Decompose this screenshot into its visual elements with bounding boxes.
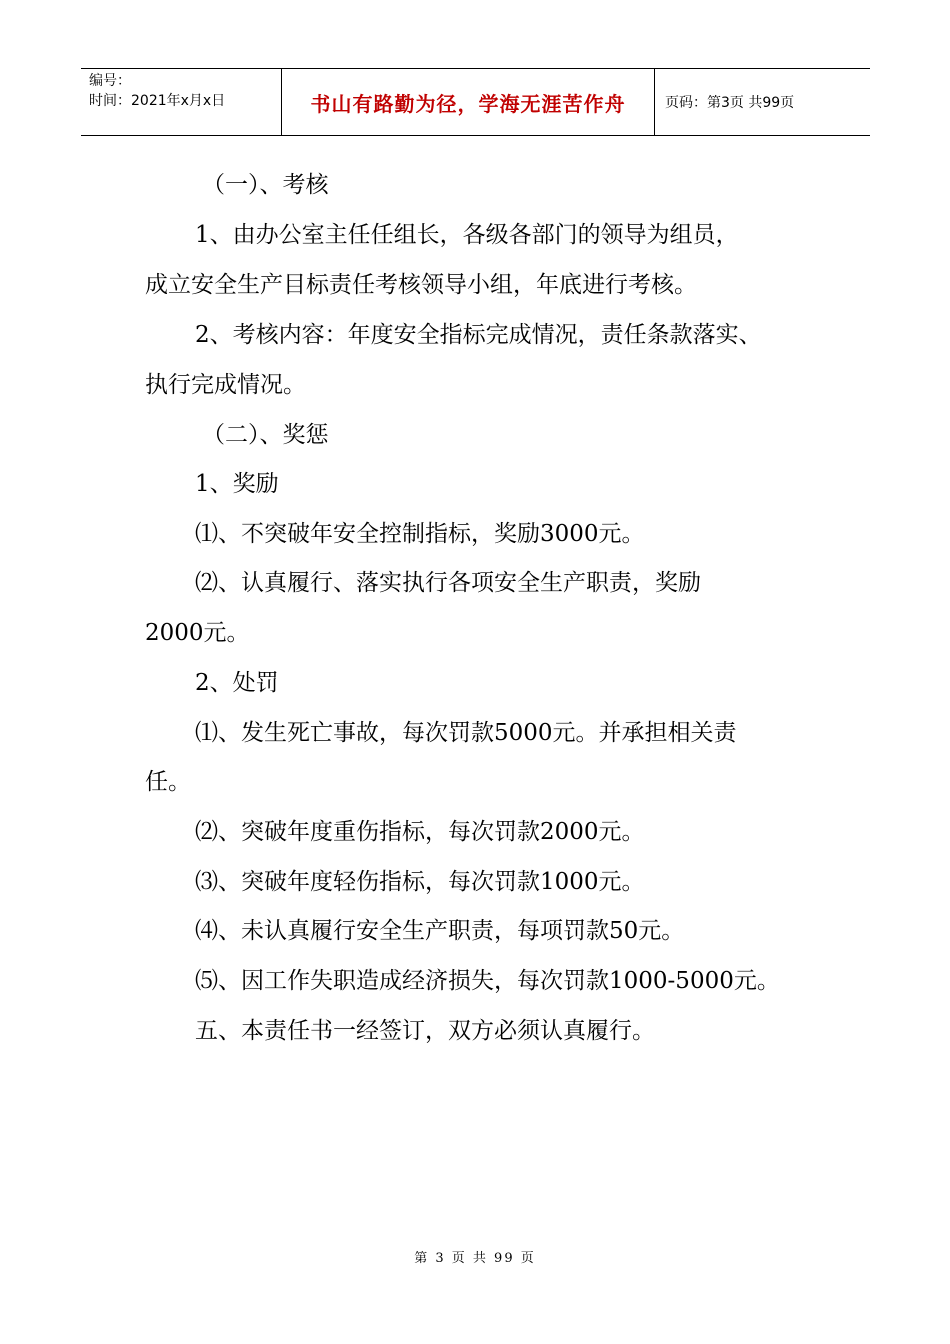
subheading-rewards: 1、奖励 (195, 471, 279, 497)
list-item: ⑷、未认真履行安全生产职责，每项罚款50元。 (195, 918, 685, 944)
list-item: ⑵、突破年度重伤指标，每次罚款2000元。 (195, 819, 645, 845)
page-header (81, 68, 870, 136)
closing-clause: 五、本责任书一经签订，双方必须认真履行。 (195, 1018, 655, 1044)
header-meta (81, 69, 281, 135)
header-motto: 书山有路勤为径，学海无涯苦作舟 (281, 69, 655, 135)
document-number: 编号： (89, 73, 131, 89)
section-heading-rewards-penalties: （二）、奖惩 (202, 422, 329, 448)
paragraph-line: 成立安全生产目标责任考核领导小组，年底进行考核。 (145, 272, 697, 298)
list-item: ⑸、因工作失职造成经济损失，每次罚款1000-5000元。 (195, 968, 780, 994)
document-time: 时间：2021年x月x日 (89, 93, 226, 109)
list-item: ⑴、发生死亡事故，每次罚款5000元。并承担相关责 (195, 720, 737, 746)
page-footer: 第 3 页 共 99 页 (414, 1251, 536, 1266)
section-heading-assessment: （一）、考核 (202, 172, 329, 198)
paragraph-line: 任。 (145, 769, 191, 795)
paragraph-line: 2、考核内容：年度安全指标完成情况，责任条款落实、 (195, 322, 762, 348)
header-page-info: 页码：第3页 共99页 (665, 95, 795, 111)
paragraph-line: 1、由办公室主任任组长，各级各部门的领导为组员， (195, 222, 739, 248)
list-item: ⑶、突破年度轻伤指标，每次罚款1000元。 (195, 869, 645, 895)
list-item: ⑵、认真履行、落实执行各项安全生产职责，奖励 (195, 570, 701, 596)
paragraph-line: 2000元。 (145, 620, 250, 646)
subheading-penalties: 2、处罚 (195, 670, 279, 696)
list-item: ⑴、不突破年安全控制指标，奖励3000元。 (195, 521, 645, 547)
paragraph-line: 执行完成情况。 (145, 372, 306, 398)
